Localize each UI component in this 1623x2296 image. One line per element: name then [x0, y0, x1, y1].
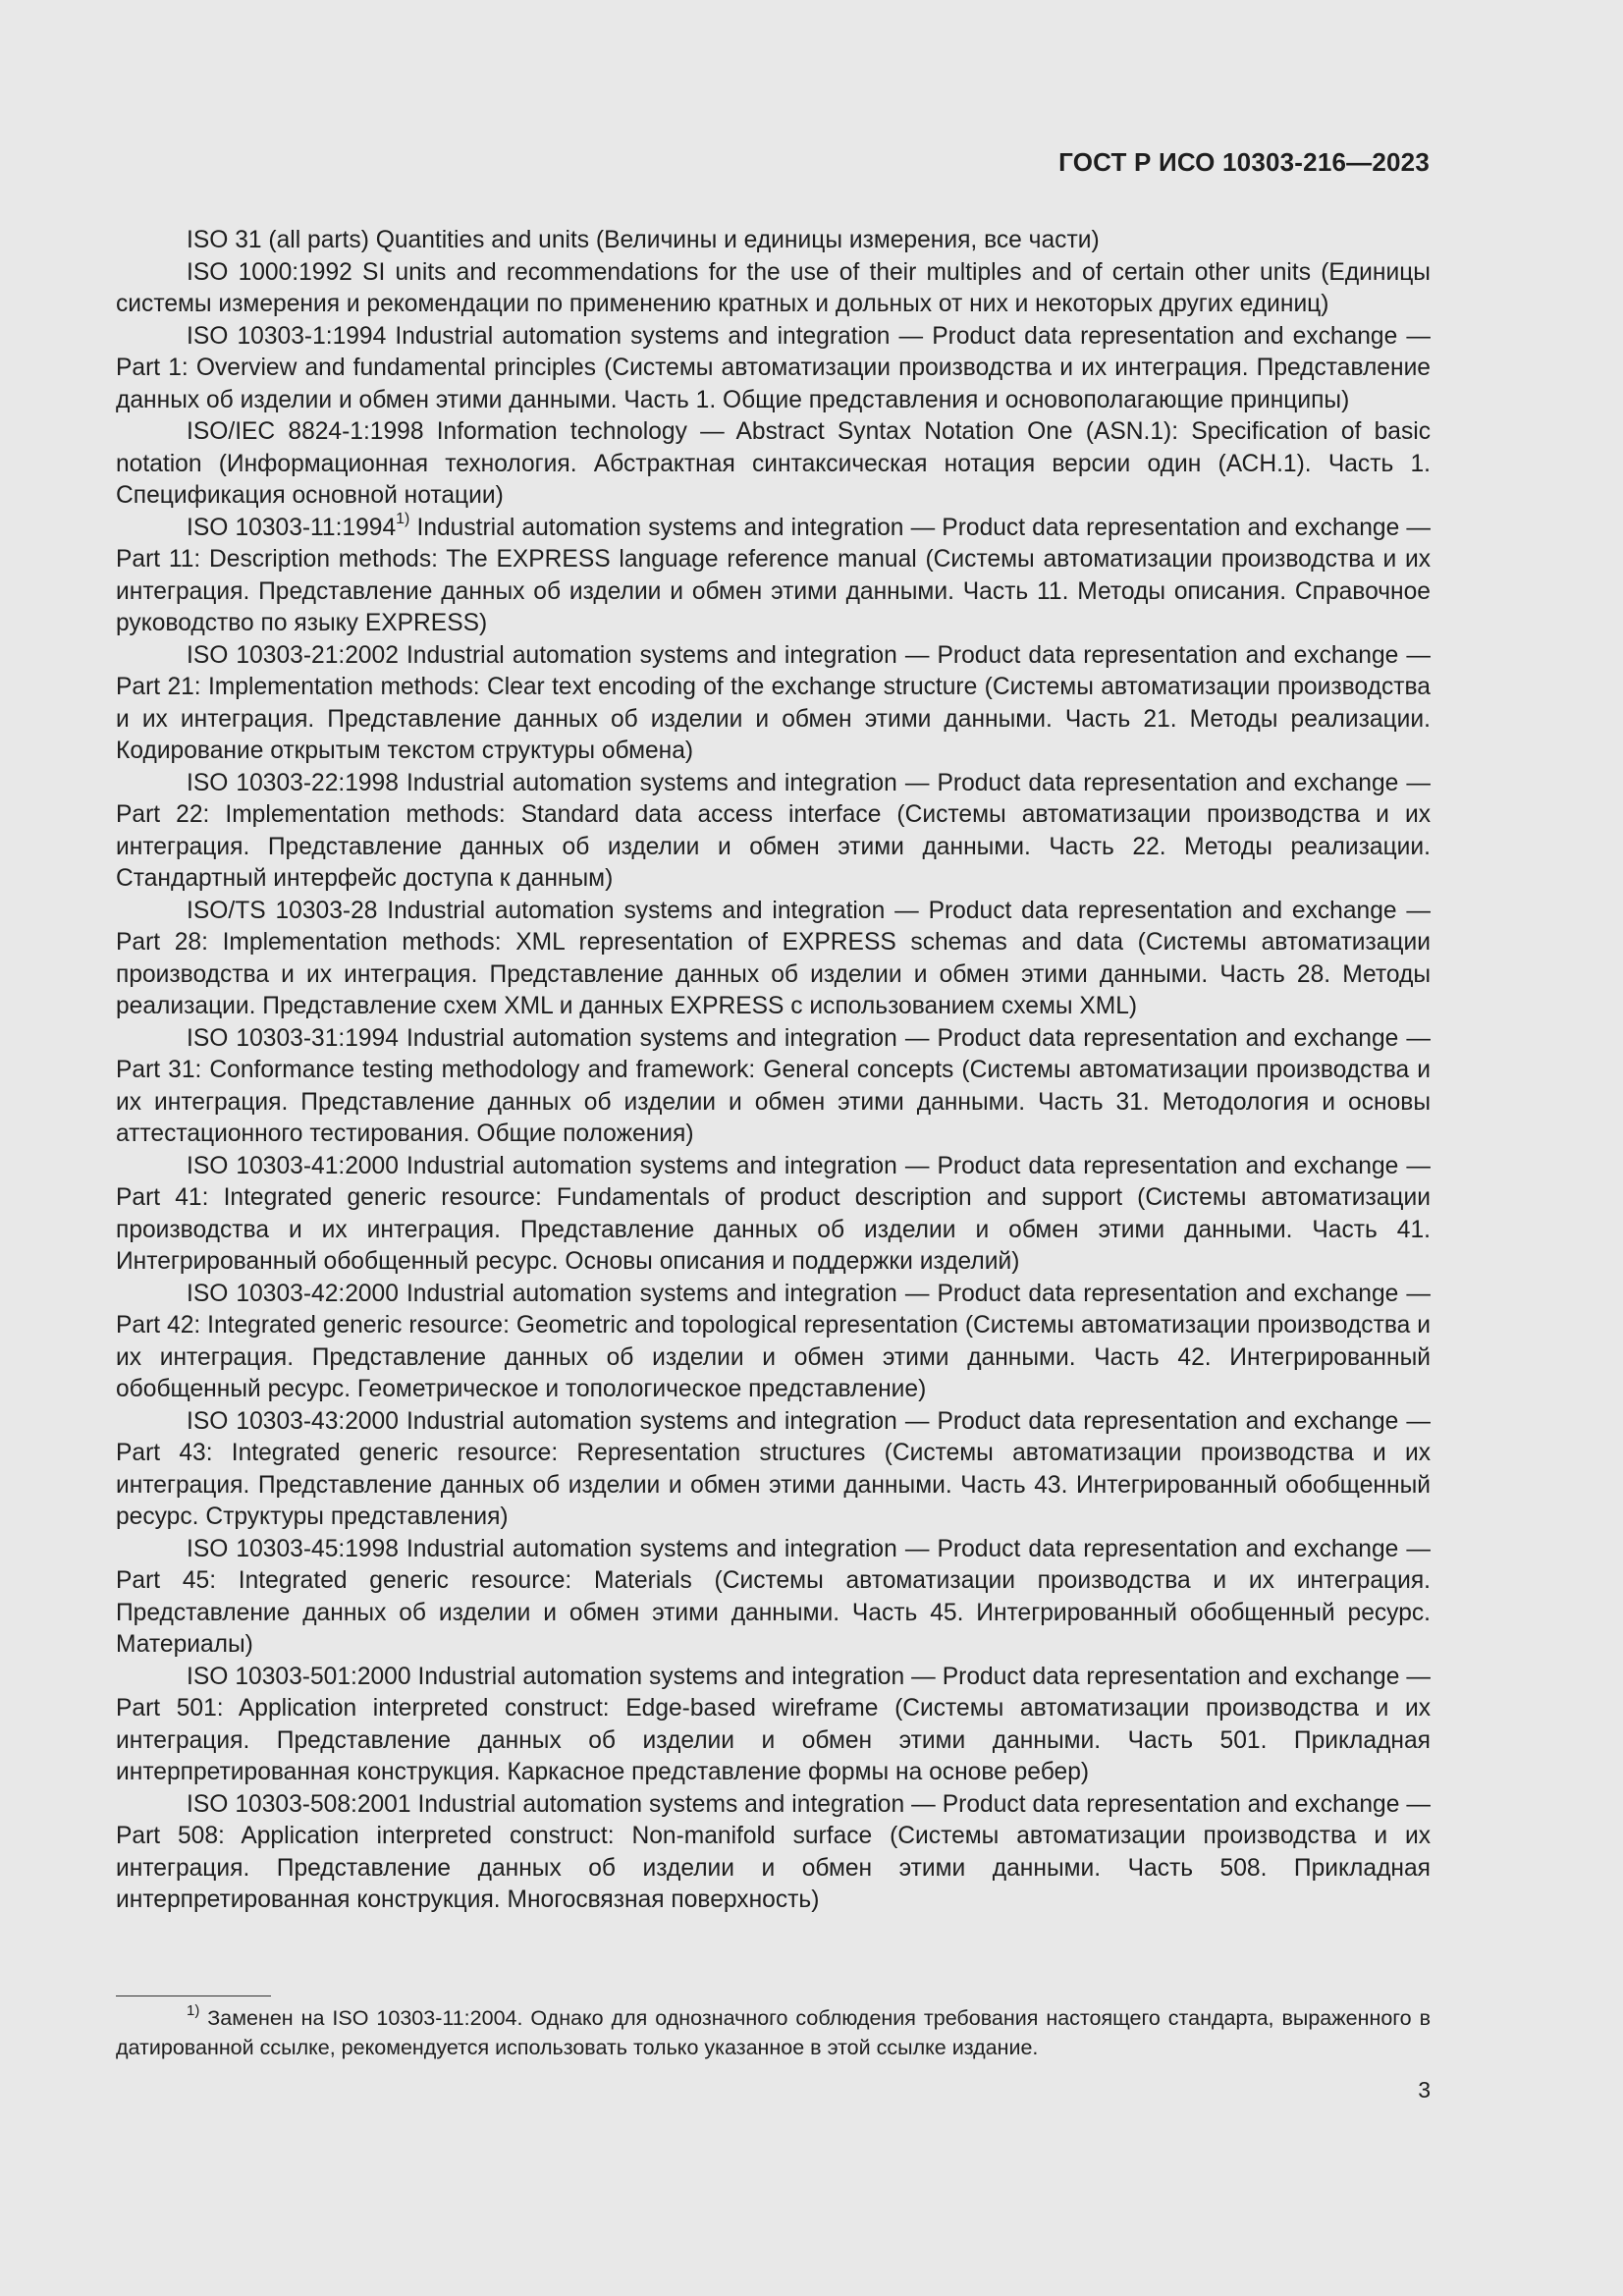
- reference-item: ISO/IEC 8824-1:1998 Information technology — Abstract Syntax Notation One (ASN.1): Specification of basic notation (Информационная технология. Абстрактная синтаксическая нотация версии один (АСН.1). Часть 1. Спецификация основной нотации): [116, 418, 1431, 509]
- reference-body: Industrial automation systems and integration — Product data representation and exchange — Part 11: Description methods: The EXPRESS language reference manual (Системы автоматизации производства и их интеграция. Представление данных об изделии и обмен этими данными. Часть 11. Методы описания. Справочное руководство по языку EXPRESS): [116, 514, 1431, 636]
- document-header: ГОСТ Р ИСО 10303-216—2023: [1058, 147, 1430, 177]
- footnote-body: Заменен на ISO 10303-11:2004. Однако для однозначного соблюдения требования настоящего стандарта, выраженного в датированной ссылке, рекомендуется использовать только указанное в этой ссылке издание.: [116, 2006, 1431, 2059]
- reference-item: ISO 10303-41:2000 Industrial automation systems and integration — Product data representation and exchange — Part 41: Integrated generic resource: Fundamentals of product description and support (Системы автоматизации производства и их интеграция. Представление данных об изделии и обмен этими данными. Часть 41. Интегрированный обобщенный ресурс. Основы описания и поддержки изделий): [116, 1152, 1431, 1275]
- reference-item: ISO 10303-21:2002 Industrial automation systems and integration — Product data representation and exchange — Part 21: Implementation methods: Clear text encoding of the exchange structure (Системы автоматизации производства и их интеграция. Представление данных об изделии и обмен этими данными. Часть 21. Методы реализации. Кодирование открытым текстом структуры обмена): [116, 641, 1431, 764]
- page-number: 3: [1418, 2077, 1431, 2103]
- reference-item: ISO 10303-22:1998 Industrial automation systems and integration — Product data representation and exchange — Part 22: Implementation methods: Standard data access interface (Системы автоматизации производства и их интеграция. Представление данных об изделии и обмен этими данными. Часть 22. Методы реализации. Стандартный интерфейс доступа к данным): [116, 769, 1431, 892]
- reference-item: ISO 10303-45:1998 Industrial automation systems and integration — Product data representation and exchange — Part 45: Integrated generic resource: Materials (Системы автоматизации производства и их интеграция. Представление данных об изделии и обмен этими данными. Часть 45. Интегрированный обобщенный ресурс. Материалы): [116, 1535, 1431, 1658]
- footnote-text: [116, 2003, 1431, 2062]
- footnote-divider: [116, 1995, 271, 1996]
- reference-item: ISO 10303-43:2000 Industrial automation systems and integration — Product data representation and exchange — Part 43: Integrated generic resource: Representation structures (Системы автоматизации производства и их интеграция. Представление данных об изделии и обмен этими данными. Часть 43. Интегрированный обобщенный ресурс. Структуры представления): [116, 1407, 1431, 1530]
- reference-lead: ISO 10303-11:1994: [187, 514, 397, 541]
- reference-item: ISO 10303-1:1994 Industrial automation systems and integration — Product data representation and exchange — Part 1: Overview and fundamental principles (Системы автоматизации производства и их интеграция. Представление данных об изделии и обмен этими данными. Часть 1. Общие представления и основополагающие принципы): [116, 322, 1431, 413]
- footnote-mark: 1): [187, 2001, 200, 2019]
- reference-item: ISO/TS 10303-28 Industrial automation systems and integration — Product data representation and exchange — Part 28: Implementation methods: XML representation of EXPRESS schemas and data (Системы автоматизации производства и их интеграция. Представление данных об изделии и обмен этими данными. Часть 28. Методы реализации. Представление схем XML и данных EXPRESS с использованием схемы XML): [116, 897, 1431, 1019]
- reference-item: ISO 10303-42:2000 Industrial automation systems and integration — Product data representation and exchange — Part 42: Integrated generic resource: Geometric and topological representation (Системы автоматизации производства и их интеграция. Представление данных об изделии и обмен этими данными. Часть 42. Интегрированный обобщенный ресурс. Геометрическое и топологическое представление): [116, 1280, 1431, 1402]
- normative-references: [116, 225, 1431, 1917]
- footnote-mark: 1): [396, 511, 410, 528]
- reference-item: [116, 513, 1431, 640]
- reference-item: ISO 10303-31:1994 Industrial automation systems and integration — Product data representation and exchange — Part 31: Conformance testing methodology and framework: General concepts (Системы автоматизации производства и их интеграция. Представление данных об изделии и обмен этими данными. Часть 31. Методология и основы аттестационного тестирования. Общие положения): [116, 1024, 1431, 1147]
- reference-item: ISO 31 (all parts) Quantities and units (Величины и единицы измерения, все части): [187, 227, 1100, 253]
- reference-item: ISO 1000:1992 SI units and recommendations for the use of their multiples and of certain other units (Единицы системы измерения и рекомендации по применению кратных и дольных от них и некоторых других единиц): [116, 258, 1431, 317]
- footnote: [116, 2003, 1431, 2062]
- reference-item: ISO 10303-501:2000 Industrial automation systems and integration — Product data representation and exchange — Part 501: Application interpreted construct: Edge-based wireframe (Системы автоматизации производства и их интеграция. Представление данных об изделии и обмен этими данными. Часть 501. Прикладная интерпретированная конструкция. Каркасное представление формы на основе ребер): [116, 1663, 1431, 1785]
- reference-item: ISO 10303-508:2001 Industrial automation systems and integration — Product data representation and exchange — Part 508: Application interpreted construct: Non-manifold surface (Системы автоматизации производства и их интеграция. Представление данных об изделии и обмен этими данными. Часть 508. Прикладная интерпретированная конструкция. Многосвязная поверхность): [116, 1790, 1431, 1913]
